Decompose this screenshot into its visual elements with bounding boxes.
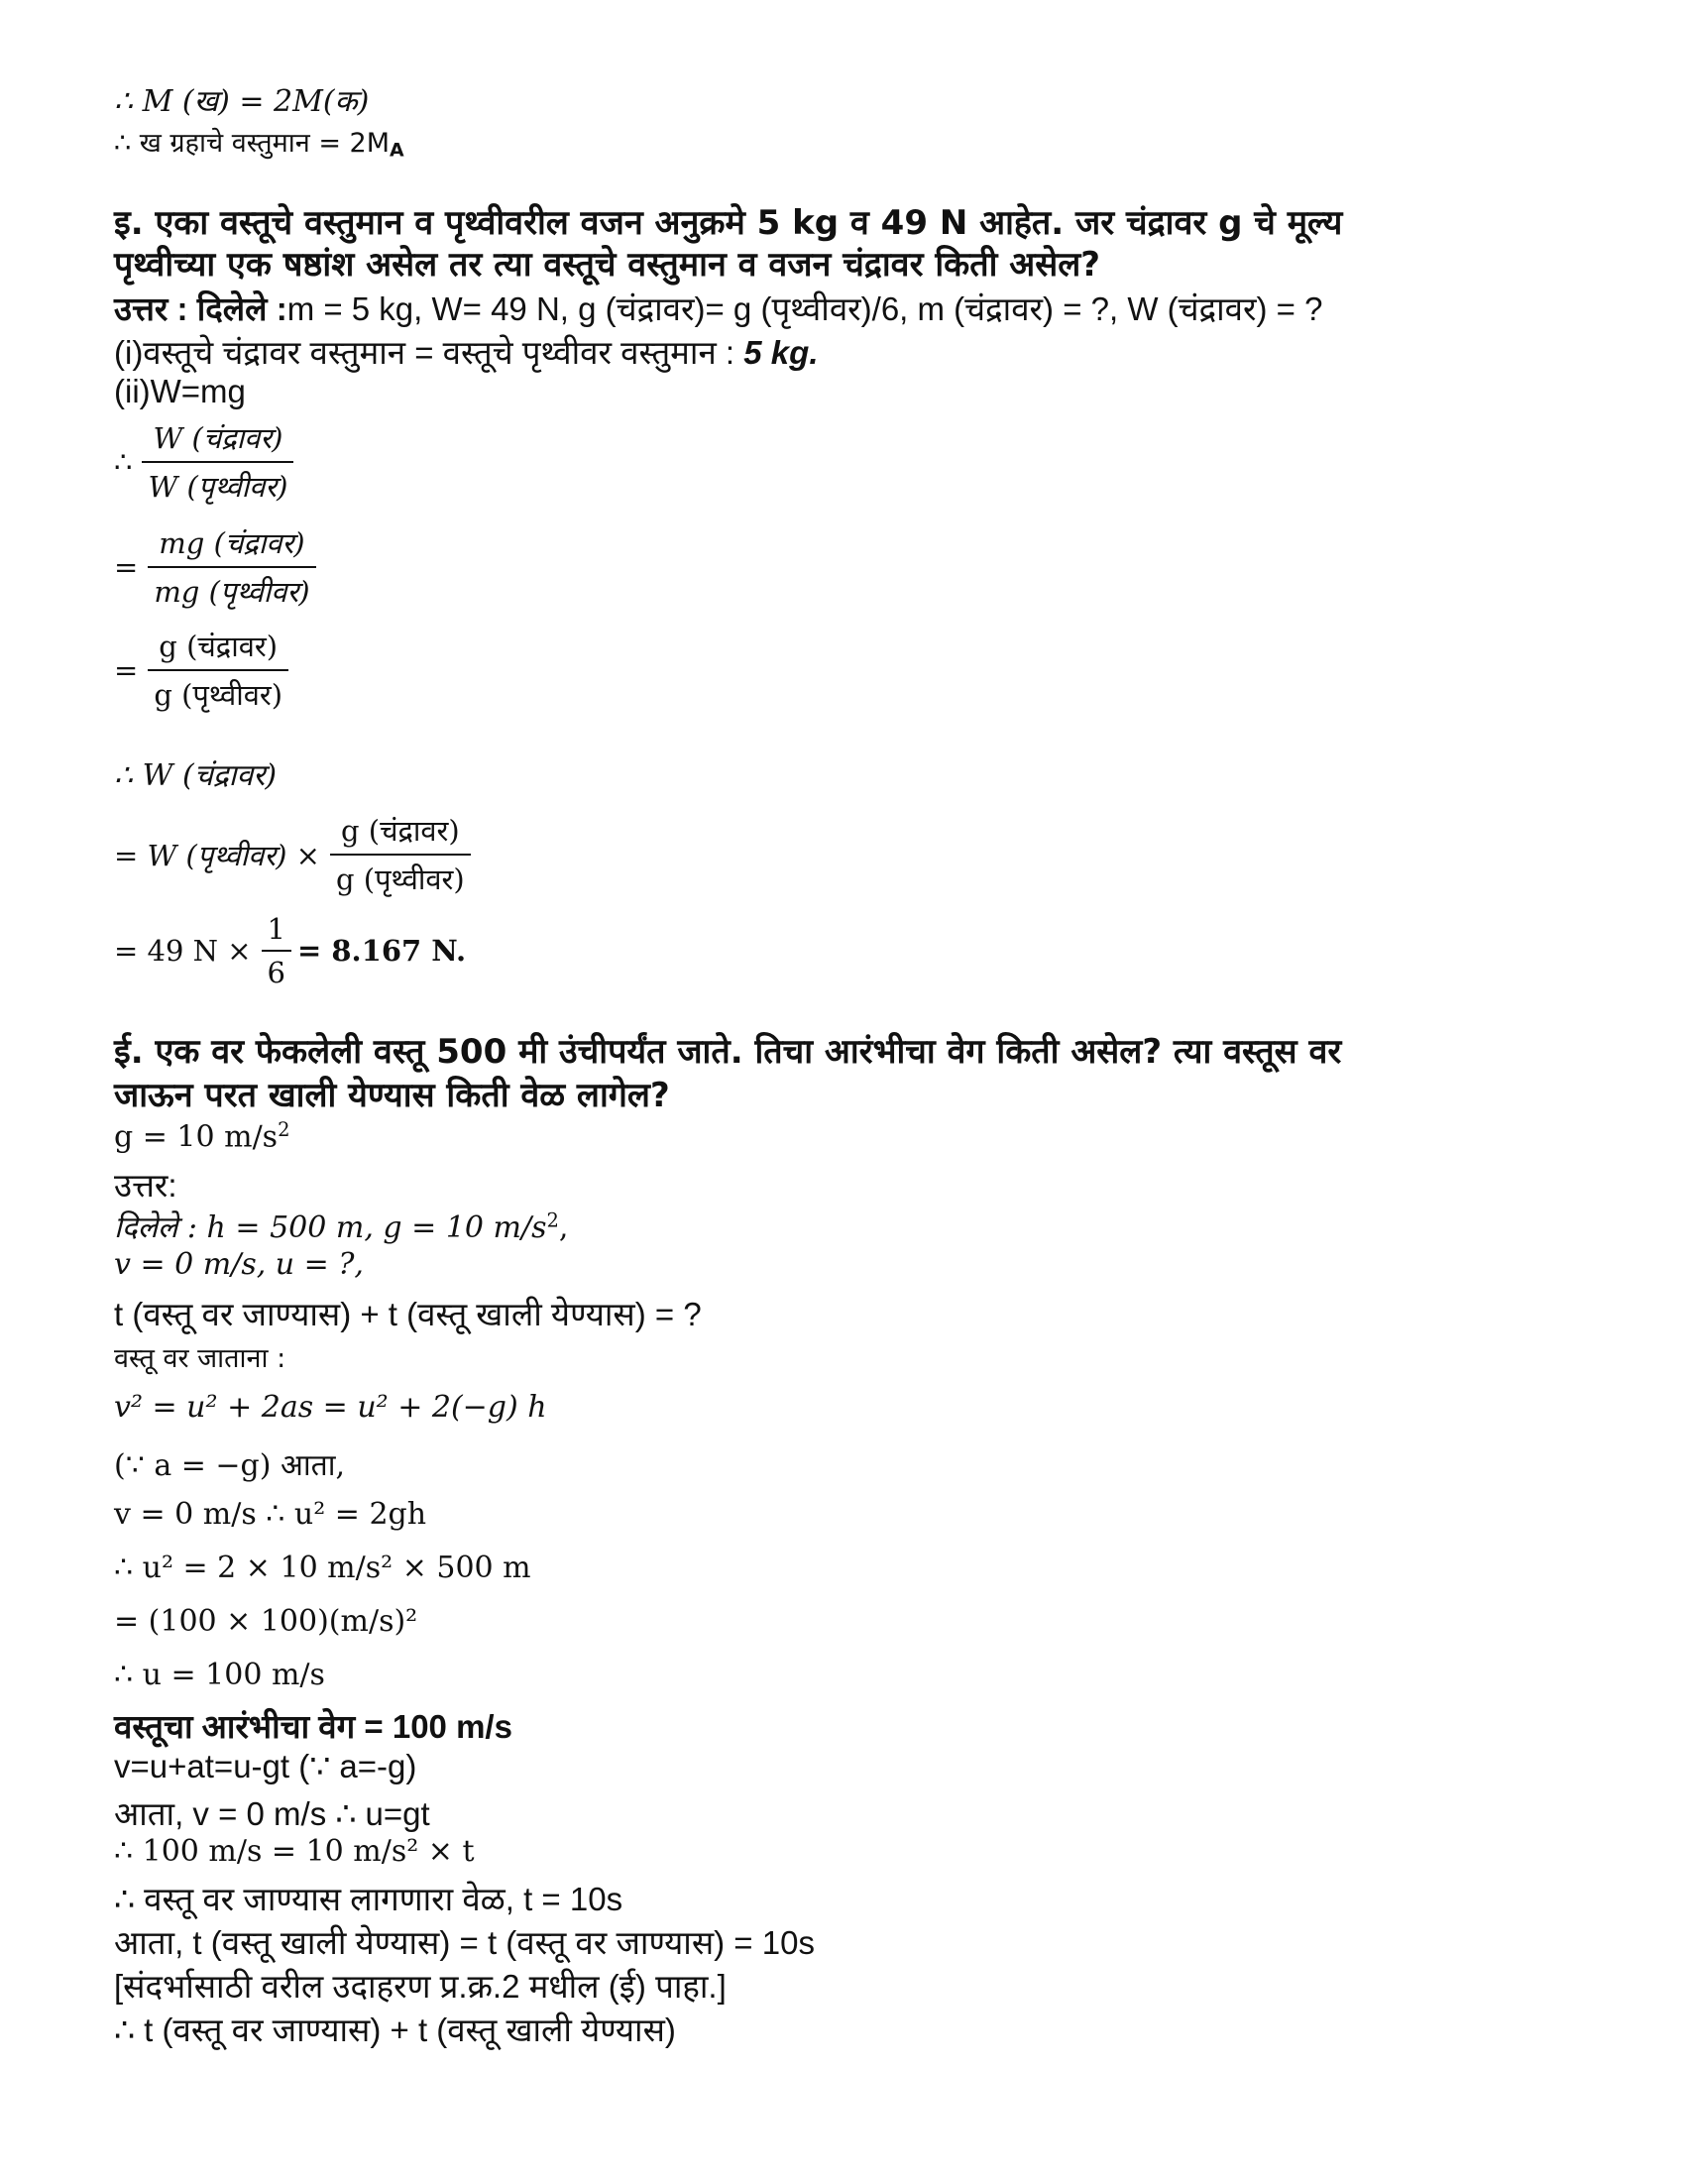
answer-4-given-a (114, 1206, 568, 1246)
answer-4-label: उत्तर: (114, 1167, 177, 1204)
weight-on-moon-line: ∴ W (चंद्रावर) (114, 758, 278, 793)
initial-velocity-result: वस्तूचा आरंभीचा वेग = 100 m/s (114, 1708, 512, 1745)
going-up-label: वस्तू वर जाताना : (114, 1343, 286, 1374)
answer-4-given-a-comma: , (558, 1210, 569, 1245)
fraction-2-denominator: mg (पृथ्वीवर) (148, 566, 315, 611)
equation-9: ∴ 100 m/s = 10 m/s² × t (114, 1834, 475, 1869)
mass-relation-line: ∴ M (ख) = 2M(क) (114, 84, 370, 119)
equation-4: ∴ u² = 2 × 10 m/s² × 500 m (114, 1551, 531, 1585)
gravity-value (114, 1118, 290, 1155)
gravity-exponent: 2 (278, 1118, 290, 1141)
fraction-weight-ratio (114, 418, 293, 506)
planet-mass-text: ∴ ख ग्रहाचे वस्तुमान = 2M (114, 128, 391, 159)
fraction-g-ratio (114, 627, 288, 714)
equation-2: (∵ a = −g) आता, (114, 1448, 346, 1483)
fraction-4-prefix: = W (पृथ्वीवर) × (114, 838, 320, 872)
answer-3-given (114, 286, 1322, 330)
answer-4-given-a-text: दिलेले : h = 500 m, g = 10 m/s (114, 1210, 547, 1245)
question-4-line-2: जाऊन परत खाली येण्यास किती वेळ लागेल? (114, 1076, 670, 1115)
answer-3-part-i-value: 5 kg. (743, 334, 819, 371)
equation-6: ∴ u = 100 m/s (114, 1658, 325, 1692)
equation-7: v=u+at=u-gt (∵ a=-g) (114, 1748, 417, 1784)
fraction-5-numerator: 1 (267, 912, 285, 946)
question-3-line-1: इ. एका वस्तूचे वस्तुमान व पृथ्वीवरील वजन अनुक्रमे 5 kg व 49 N आहेत. जर चंद्रावर g चे मूल्य (114, 203, 1343, 243)
answer-3-label: उत्तर : दिलेले : (114, 290, 287, 327)
equation-11: आता, t (वस्तू खाली येण्यास) = t (वस्तू वर जाण्यास) = 10s (114, 1924, 815, 1961)
fraction-mg-ratio (114, 523, 316, 611)
answer-3-part-i (114, 329, 818, 374)
fraction-2-prefix: = (114, 550, 139, 584)
equation-8: आता, v = 0 m/s ∴ u=gt (114, 1795, 430, 1832)
answer-4-given-b: v = 0 m/s, u = ?, (114, 1247, 364, 1282)
equation-3: v = 0 m/s ∴ u² = 2gh (114, 1497, 427, 1532)
fraction-4-numerator: g (चंद्रावर) (340, 814, 460, 848)
fraction-3-denominator: g (पृथ्वीवर) (148, 669, 288, 714)
fraction-1-denominator: W (पृथ्वीवर) (142, 461, 293, 506)
fraction-5-prefix: = 49 N × (114, 934, 252, 968)
fraction-5-denominator: 6 (262, 950, 291, 989)
fraction-1-numerator: W (चंद्रावर) (153, 421, 283, 455)
fraction-weight-formula (114, 811, 471, 898)
fraction-1-prefix: ∴ (114, 445, 133, 479)
fraction-4-denominator: g (पृथ्वीवर) (330, 854, 471, 898)
equation-1: v² = u² + 2as = u² + 2(−g) h (114, 1390, 547, 1425)
fraction-3-numerator: g (चंद्रावर) (159, 630, 279, 663)
planet-mass-subscript: A (390, 139, 404, 162)
fraction-2-numerator: mg (चंद्रावर) (159, 526, 305, 560)
answer-3-given-values: m = 5 kg, W= 49 N, g (चंद्रावर)= g (पृथ्वीवर)/6, m (चंद्रावर) = ?, W (चंद्रावर) = ? (286, 290, 1323, 327)
fraction-weight-result (114, 912, 466, 989)
question-3-line-2: पृथ्वीच्या एक षष्ठांश असेल तर त्या वस्तूचे वस्तुमान व वजन चंद्रावर किती असेल? (114, 245, 1101, 285)
gravity-value-text: g = 10 m/s (114, 1119, 279, 1155)
fraction-5-result: = 8.167 N. (296, 934, 467, 968)
planet-mass-result (114, 123, 404, 162)
answer-4-given-a-exponent: 2 (546, 1208, 559, 1232)
question-4-line-1: ई. एक वर फेकलेली वस्तू 500 मी उंचीपर्यंत जाते. तिचा आरंभीचा वेग किती असेल? त्या वस्तूस वर (114, 1032, 1342, 1072)
answer-3-part-ii: (ii)W=mg (114, 373, 246, 409)
equation-13: ∴ t (वस्तू वर जाण्यास) + t (वस्तू खाली येण्यास) (114, 2012, 676, 2048)
equation-10: ∴ वस्तू वर जाण्यास लागणारा वेळ, t = 10s (114, 1881, 623, 1917)
time-sum-question: t (वस्तू वर जाण्यास) + t (वस्तू खाली येण्यास) = ? (114, 1296, 702, 1332)
fraction-3-prefix: = (114, 653, 139, 687)
answer-3-part-i-text: (i)वस्तूचे चंद्रावर वस्तुमान = वस्तूचे पृथ्वीवर वस्तुमान : (114, 334, 744, 371)
reference-note: [संदर्भासाठी वरील उदाहरण प्र.क्र.2 मधील (ई) पाहा.] (114, 1968, 727, 2005)
equation-5: = (100 × 100)(m/s)² (114, 1604, 418, 1639)
